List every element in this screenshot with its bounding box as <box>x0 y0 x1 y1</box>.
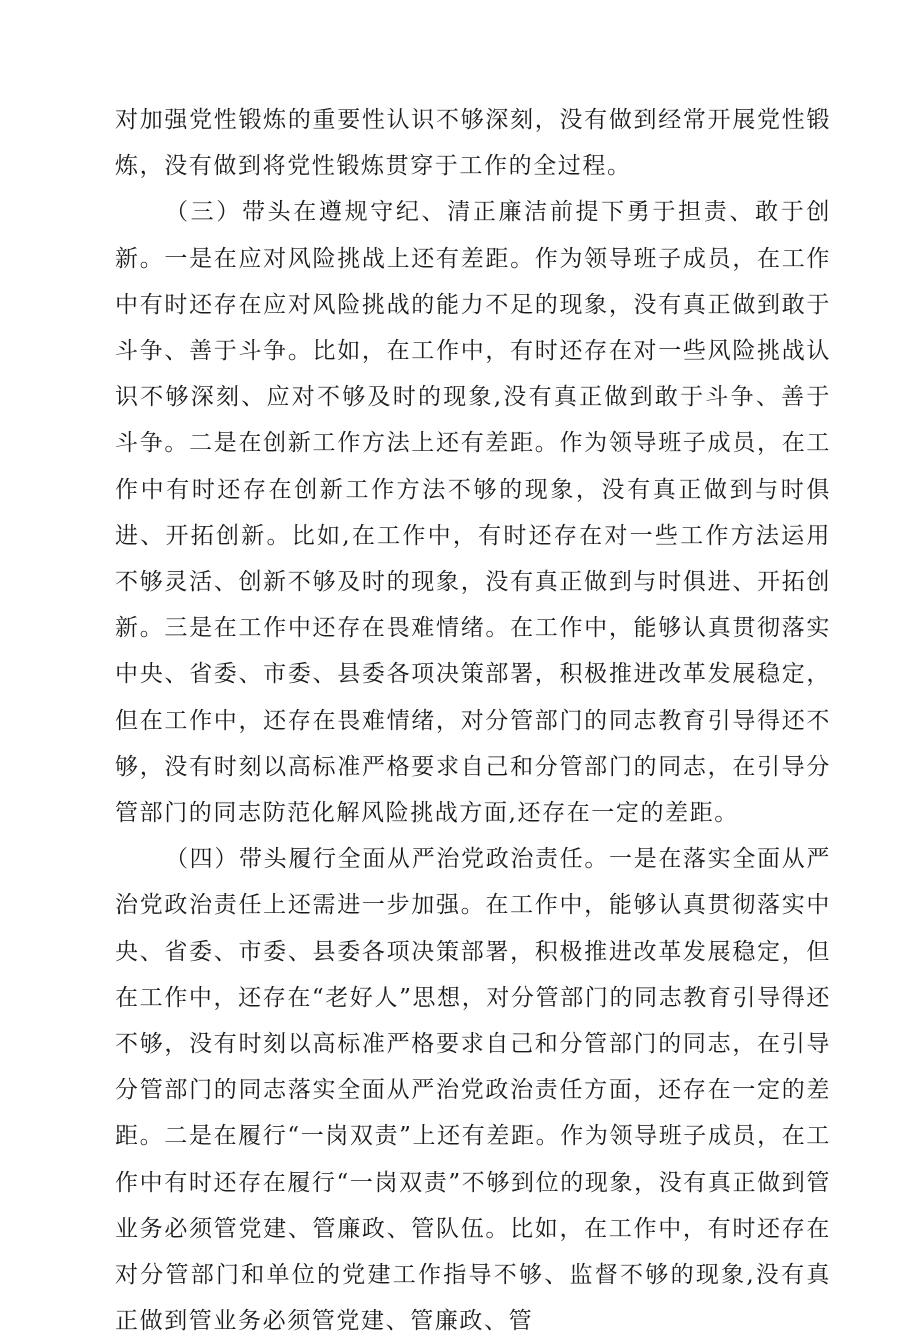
paragraph-section-three: （三）带头在遵规守纪、清正廉洁前提下勇于担责、敢于创新。一是在应对风险挑战上还有差距。作为领导班子成员，在工作中有时还存在应对风险挑战的能力不足的现象，没有真正做到敢于斗争、善于斗争。比如，在工作中，有时还存在对一些风险挑战认识不够深刻、应对不够及时的现象,没有真正做到敢于斗争、善于斗争。二是在创新工作方法上还有差距。作为领导班子成员，在工作中有时还存在创新工作方法不够的现象，没有真正做到与时俱进、开拓创新。比如,在工作中，有时还存在对一些工作方法运用不够灵活、创新不够及时的现象，没有真正做到与时俱进、开拓创新。三是在工作中还存在畏难情绪。在工作中，能够认真贯彻落实中央、省委、市委、县委各项决策部署，积极推进改革发展稳定，但在工作中，还存在畏难情绪，对分管部门的同志教育引导得还不够，没有时刻以高标准严格要求自己和分管部门的同志，在引导分管部门的同志防范化解风险挑战方面,还存在一定的差距。 <box>115 199 831 827</box>
paragraph-party-training: 对加强党性锻炼的重要性认识不够深刻，没有做到经常开展党性锻炼，没有做到将党性锻炼贯穿于工作的全过程。 <box>115 107 831 180</box>
document-body <box>115 97 831 1344</box>
paragraph-section-four: （四）带头履行全面从严治党政治责任。一是在落实全面从严治党政治责任上还需进一步加强。在工作中，能够认真贯彻落实中央、省委、市委、县委各项决策部署，积极推进改革发展稳定，但在工作中，还存在“老好人”思想，对分管部门的同志教育引导得还不够，没有时刻以高标准严格要求自己和分管部门的同志，在引导分管部门的同志落实全面从严治党政治责任方面，还存在一定的差距。二是在履行“一岗双责”上还有差距。作为领导班子成员，在工作中有时还存在履行“一岗双责”不够到位的现象，没有真正做到管业务必须管党建、管廉政、管队伍。比如，在工作中，有时还存在对分管部门和单位的党建工作指导不够、监督不够的现象,没有真正做到管业务必须管党建、管廉政、管 <box>115 846 831 1335</box>
